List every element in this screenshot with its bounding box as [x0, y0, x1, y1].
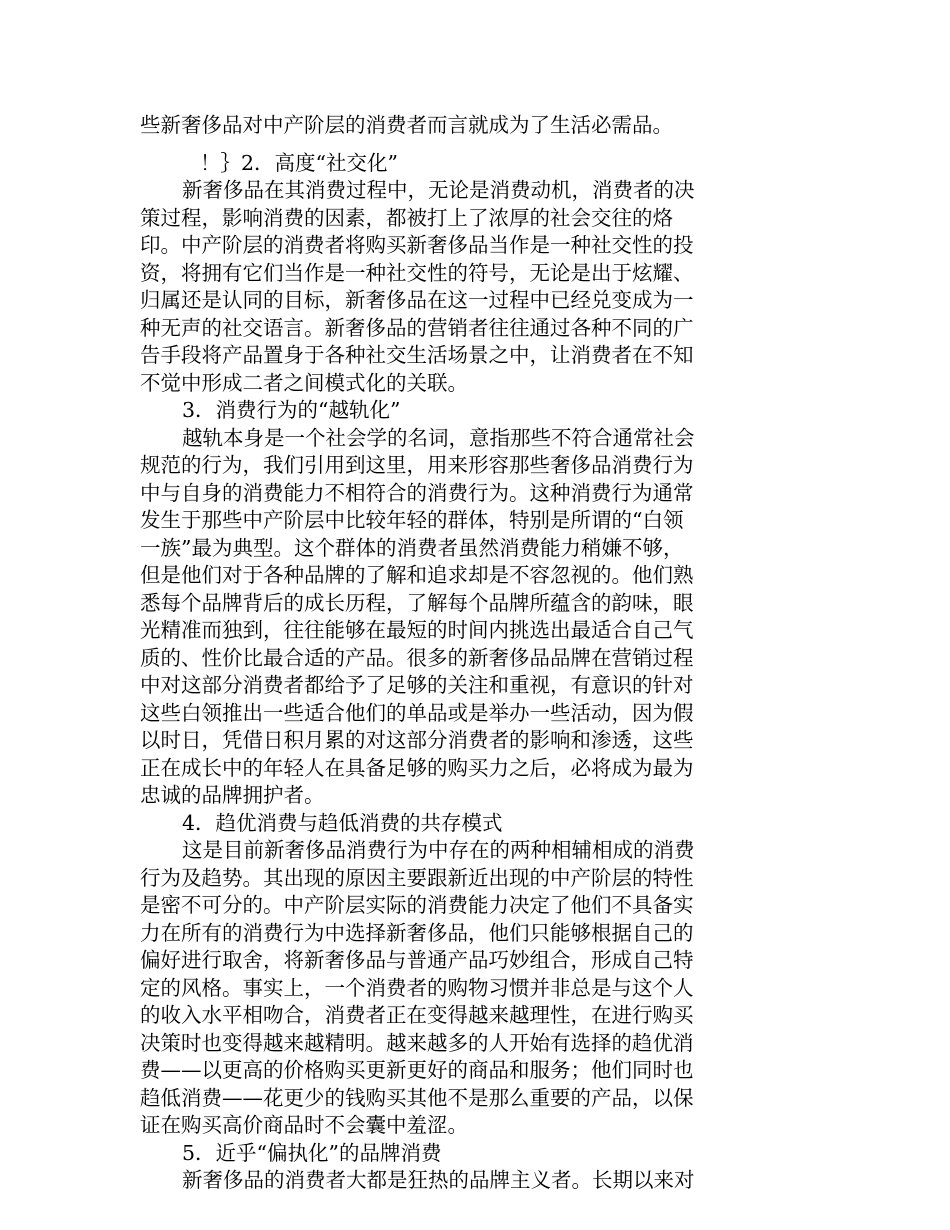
- paragraph-line: 不觉中形成二者之间模式化的关联。: [140, 370, 468, 395]
- paragraph-line: 力在所有的消费行为中选择新奢侈品，他们只能够根据自己的: [140, 920, 694, 945]
- paragraph-line: 忠诚的品牌拥护者。: [140, 783, 325, 807]
- paragraph-line: 这些白领推出一些适合他们的单品或是举办一些活动，因为假: [140, 700, 694, 725]
- paragraph-line: 告手段将产品置身于各种社交生活场景之中，让消费者在不知: [140, 343, 694, 367]
- section-heading: 5．近乎“偏执化”的品牌消费: [182, 1140, 442, 1165]
- paragraph-line: 决策时也变得越来越精明。越来越多的人开始有选择的趋优消: [140, 1030, 694, 1055]
- paragraph-line: 趋低消费——花更少的钱购买其他不是那么重要的产品，以保: [140, 1085, 694, 1110]
- paragraph-line: 归属还是认同的目标，新奢侈品在这一过程中已经兑变成为一: [140, 288, 694, 312]
- paragraph-line: 质的、性价比最合适的产品。很多的新奢侈品品牌在营销过程: [140, 645, 694, 670]
- paragraph-line: 定的风格。事实上，一个消费者的购物习惯并非总是与这个人: [140, 975, 694, 1000]
- paragraph-line: 偏好进行取舍，将新奢侈品与普通产品巧妙组合，形成自己特: [140, 948, 694, 972]
- paragraph-line: 种无声的社交语言。新奢侈品的营销者往往通过各种不同的广: [140, 315, 694, 340]
- paragraph-line: 以时日，凭借日积月累的对这部分消费者的影响和渗透，这些: [140, 728, 694, 752]
- paragraph-line: 光精准而独到，往往能够在最短的时间内挑选出最适合自己气: [140, 618, 694, 642]
- paragraph-line: 策过程，影响消费的因素，都被打上了浓厚的社会交往的烙: [140, 205, 673, 230]
- paragraph-line: 些新奢侈品对中产阶层的消费者而言就成为了生活必需品。: [140, 113, 673, 137]
- paragraph-line: 正在成长中的年轻人在具备足够的购买力之后，必将成为最为: [140, 755, 694, 780]
- paragraph-line: 行为及趋势。其出现的原因主要跟新近出现的中产阶层的特性: [140, 865, 694, 890]
- paragraph-line: 但是他们对于各种品牌的了解和追求却是不容忽视的。他们熟: [140, 563, 694, 587]
- paragraph-line: 越轨本身是一个社会学的名词，意指那些不符合通常社会: [182, 425, 695, 450]
- section-heading: 4．趋优消费与趋低消费的共存模式: [182, 810, 503, 835]
- document-body: [140, 112, 730, 1195]
- paragraph-line: 中与自身的消费能力不相符合的消费行为。这种消费行为通常: [140, 480, 694, 505]
- paragraph-line: 规范的行为，我们引用到这里，用来形容那些奢侈品消费行为: [140, 453, 694, 477]
- paragraph-line: 中对这部分消费者都给予了足够的关注和重视，有意识的针对: [140, 673, 694, 697]
- section-heading: 3．消费行为的“越轨化”: [182, 398, 401, 422]
- paragraph-line: 资，将拥有它们当作是一种社交性的符号，无论是出于炫耀、: [140, 260, 694, 285]
- paragraph-line: 新奢侈品在其消费过程中，无论是消费动机，消费者的决: [182, 178, 695, 202]
- paragraph-line: 费——以更高的价格购买更新更好的商品和服务；他们同时也: [140, 1058, 694, 1082]
- paragraph-line: 证在购买高价商品时不会囊中羞涩。: [140, 1113, 468, 1137]
- paragraph-line: 印。中产阶层的消费者将购买新奢侈品当作是一种社交性的投: [140, 233, 694, 257]
- paragraph-line: 新奢侈品的消费者大都是狂热的品牌主义者。长期以来对: [182, 1168, 695, 1192]
- section-heading: ！｝2．高度“社交化”: [200, 150, 399, 175]
- paragraph-line: 是密不可分的。中产阶层实际的消费能力决定了他们不具备实: [140, 893, 694, 917]
- paragraph-line: 发生于那些中产阶层中比较年轻的群体，特别是所谓的“白领: [140, 508, 684, 532]
- paragraph-line: 这是目前新奢侈品消费行为中存在的两种相辅相成的消费: [182, 838, 695, 862]
- paragraph-line: 悉每个品牌背后的成长历程，了解每个品牌所蕴含的韵味，眼: [140, 590, 694, 615]
- paragraph-line: 的收入水平相吻合，消费者正在变得越来越理性，在进行购买: [140, 1003, 694, 1027]
- paragraph-line: 一族”最为典型。这个群体的消费者虽然消费能力稍嫌不够，: [140, 535, 684, 560]
